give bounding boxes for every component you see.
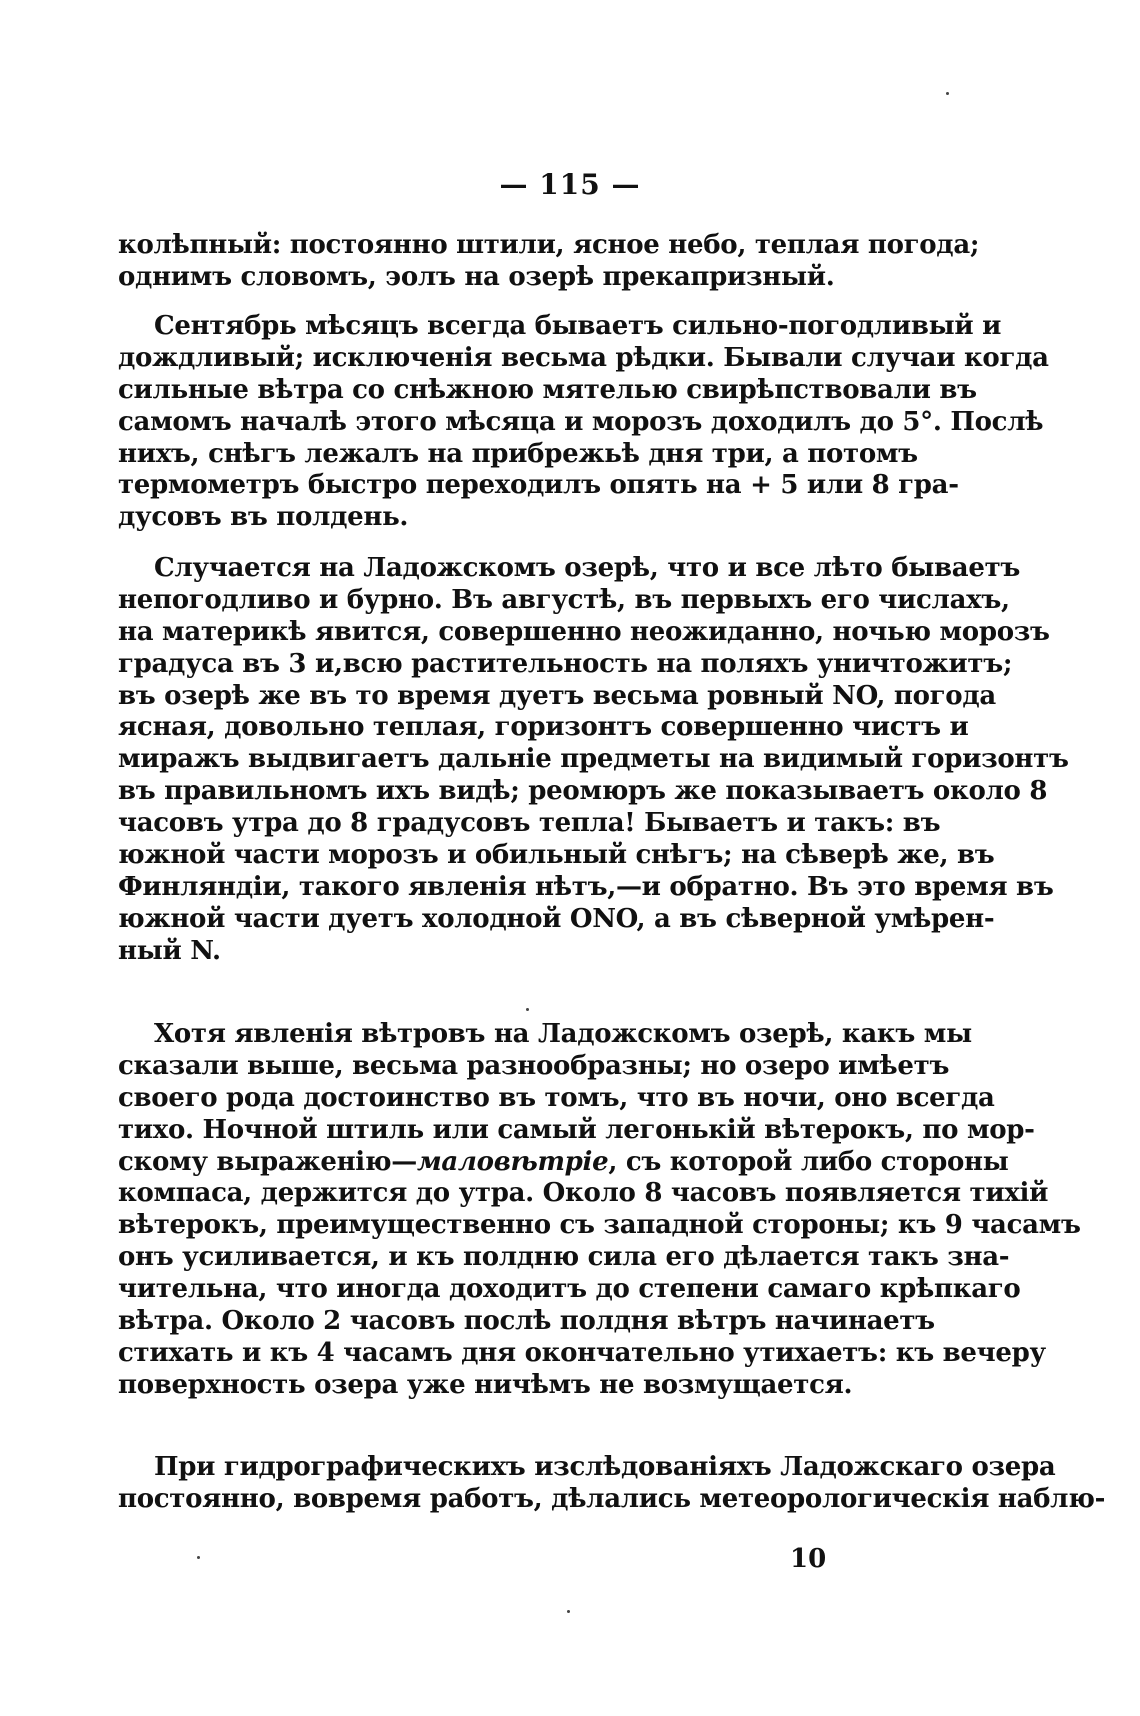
- text-line: вѣтерокъ, преимущественно съ западной стороны; къ 9 часамъ: [118, 1210, 1081, 1241]
- text-line: чительна, что иногда доходитъ до степени самаго крѣпкаго: [118, 1274, 1021, 1305]
- print-speck: [197, 1556, 200, 1559]
- text-line: стихать и къ 4 часамъ дня окончательно утихаетъ: къ вечеру: [118, 1337, 1046, 1368]
- text-line: часовъ утра до 8 градусовъ тепла! Бываетъ и такъ: въ: [118, 808, 941, 839]
- text-line: въ озерѣ же въ то время дуетъ весьма ровный NO, погода: [118, 680, 996, 711]
- text-line: южной части дуетъ холодной ONO, а въ сѣверной умѣрен-: [118, 903, 995, 934]
- print-speck: [526, 1008, 529, 1011]
- text-segment: скому выраженію—: [118, 1146, 417, 1177]
- text-line: дождливый; исключенія весьма рѣдки. Бывали случаи когда: [118, 342, 1049, 373]
- text-line: миражъ выдвигаетъ дальніе предметы на видимый горизонтъ: [118, 744, 1069, 775]
- text-line: нихъ, снѣгъ лежалъ на прибрежьѣ дня три, а потомъ: [118, 438, 918, 469]
- italic-term: маловѣтріе: [416, 1146, 609, 1177]
- paragraph-1: [118, 230, 980, 294]
- text-line: Случается на Ладожскомъ озерѣ, что и все лѣто бываетъ: [154, 553, 1021, 583]
- text-line: колѣпный: постоянно штили, ясное небо, теплая погода;: [118, 230, 980, 260]
- text-line: вѣтра. Около 2 часовъ послѣ полдня вѣтръ начинаетъ: [118, 1306, 935, 1337]
- text-line: непогодливо и бурно. Въ августѣ, въ первыхъ его числахъ,: [118, 584, 1010, 615]
- paragraph-4: [118, 1019, 1081, 1402]
- text-line: на материкѣ явится, совершенно неожиданно, ночью морозъ: [118, 616, 1050, 647]
- text-line: градуса въ 3 и,всю растительность на поляхъ уничтожитъ;: [118, 648, 1013, 679]
- paragraph-3: [118, 553, 1069, 968]
- text-line: Хотя явленія вѣтровъ на Ладожскомъ озерѣ, какъ мы: [154, 1019, 972, 1049]
- text-line: онъ усиливается, и къ полдню сила его дѣлается такъ зна-: [118, 1242, 1010, 1273]
- text-line-with-italic: [118, 1146, 1009, 1179]
- text-line: ный N.: [118, 935, 221, 966]
- text-line: самомъ началѣ этого мѣсяца и морозъ доходилъ до 5°. Послѣ: [118, 406, 1044, 437]
- text-line: термометръ быстро переходилъ опять на + 5 или 8 гра-: [118, 470, 959, 501]
- print-speck: [946, 92, 949, 95]
- text-line: южной части морозъ и обильный снѣгъ; на сѣверѣ же, въ: [118, 840, 995, 871]
- text-line: постоянно, вовремя работъ, дѣлались метеорологическія наблю-: [118, 1483, 1106, 1514]
- text-line: ясная, довольно теплая, горизонтъ совершенно чистъ и: [118, 712, 969, 743]
- text-line: Финляндіи, такого явленія нѣтъ,—и обратно. Въ это время въ: [118, 871, 1054, 902]
- paragraph-5: [118, 1452, 1106, 1516]
- page-number: — 115 —: [499, 168, 641, 201]
- text-line: въ правильномъ ихъ видѣ; реомюръ же показываетъ около 8: [118, 776, 1048, 807]
- text-line: дусовъ въ полдень.: [118, 502, 409, 533]
- text-line: поверхность озера уже ничѣмъ не возмущается.: [118, 1369, 853, 1400]
- text-line: тихо. Ночной штиль или самый легонькій вѣтерокъ, по мор-: [118, 1114, 1035, 1145]
- print-speck: [567, 1610, 570, 1613]
- paragraph-2: [118, 311, 1049, 534]
- signature-mark: 10: [790, 1544, 827, 1574]
- text-line: однимъ словомъ, эолъ на озерѣ прекапризный.: [118, 261, 835, 292]
- text-line: сказали выше, весьма разнообразны; но озеро имѣетъ: [118, 1050, 950, 1081]
- text-line: сильные вѣтра со снѣжною мятелью свирѣпствовали въ: [118, 374, 977, 405]
- text-line: При гидрографическихъ изслѣдованіяхъ Ладожскаго озера: [154, 1452, 1056, 1482]
- text-line: компаса, держится до утра. Около 8 часовъ появляется тихій: [118, 1178, 1049, 1209]
- text-segment: , съ которой либо стороны: [608, 1146, 1009, 1177]
- text-line: Сентябрь мѣсяцъ всегда бываетъ сильно-погодливый и: [154, 311, 1002, 341]
- text-line: своего рода достоинство въ томъ, что въ ночи, оно всегда: [118, 1082, 995, 1113]
